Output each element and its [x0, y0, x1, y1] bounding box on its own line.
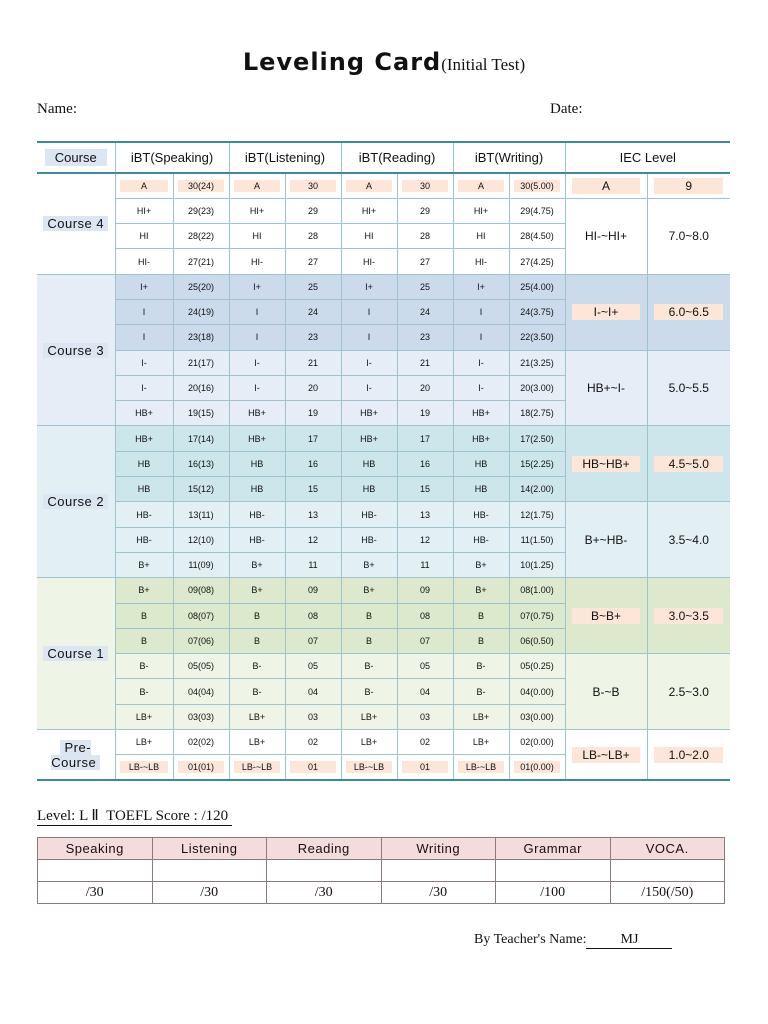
- header-writing: iBT(Writing): [453, 142, 565, 173]
- score-cell: 12: [285, 527, 341, 552]
- score-cell: 03(03): [173, 704, 229, 729]
- iec-score-range: 3.0~3.5: [647, 578, 730, 654]
- score-cell: 15: [285, 477, 341, 502]
- score-cell: HB-: [115, 527, 173, 552]
- score-cell: 27(21): [173, 249, 229, 274]
- score-cell: 05: [285, 654, 341, 679]
- score-cell: 10(1.25): [509, 552, 565, 577]
- level-line: [37, 806, 232, 825]
- score-cell: 13(11): [173, 502, 229, 527]
- score-cell: I: [453, 299, 509, 324]
- score-cell: I-: [341, 350, 397, 375]
- score-cell: 24: [285, 299, 341, 324]
- score-cell: 20: [285, 375, 341, 400]
- score-header: Writing: [381, 838, 496, 860]
- score-cell: 04(0.00): [509, 679, 565, 704]
- score-cell: 08: [285, 603, 341, 628]
- score-header: VOCA.: [610, 838, 725, 860]
- score-cell: 03: [397, 704, 453, 729]
- score-entry-cell[interactable]: [381, 860, 496, 882]
- score-cell: 28: [285, 224, 341, 249]
- score-cell: 17: [397, 426, 453, 451]
- iec-score-range: 4.5~5.0: [647, 426, 730, 502]
- score-cell: 05(0.25): [509, 654, 565, 679]
- score-cell: LB-~LB: [341, 755, 397, 780]
- score-entry-cell[interactable]: [610, 860, 725, 882]
- page-title: [0, 48, 768, 76]
- score-cell: 14(2.00): [509, 477, 565, 502]
- score-cell: HB+: [341, 401, 397, 426]
- score-cell: HB: [341, 477, 397, 502]
- score-cell: 20(3.00): [509, 375, 565, 400]
- score-cell: B+: [115, 552, 173, 577]
- score-cell: HI+: [229, 198, 285, 223]
- score-cell: 24(3.75): [509, 299, 565, 324]
- iec-level-range: HB+~I-: [565, 350, 647, 426]
- score-cell: B-: [115, 654, 173, 679]
- score-cell: HI+: [453, 198, 509, 223]
- score-cell: A: [115, 173, 173, 198]
- iec-score-range: 5.0~5.5: [647, 350, 730, 426]
- score-cell: 29: [285, 198, 341, 223]
- score-cell: 21: [285, 350, 341, 375]
- score-cell: HB+: [453, 426, 509, 451]
- score-cell: 06(0.50): [509, 628, 565, 653]
- title-sub: (Initial Test): [441, 55, 526, 74]
- score-cell: 24: [397, 299, 453, 324]
- score-cell: LB+: [115, 730, 173, 755]
- score-cell: 23(18): [173, 325, 229, 350]
- score-cell: HB-: [115, 502, 173, 527]
- score-cell: HI: [453, 224, 509, 249]
- score-cell: LB+: [229, 704, 285, 729]
- name-label: Name:: [37, 101, 77, 117]
- score-cell: I+: [341, 274, 397, 299]
- score-header: Grammar: [496, 838, 611, 860]
- leveling-table: [37, 141, 730, 781]
- iec-score-range: 6.0~6.5: [647, 274, 730, 350]
- score-cell: B+: [229, 578, 285, 603]
- score-cell: 18(2.75): [509, 401, 565, 426]
- score-cell: 28(4.50): [509, 224, 565, 249]
- score-cell: 01: [397, 755, 453, 780]
- score-table: [37, 837, 725, 904]
- score-cell: 20(16): [173, 375, 229, 400]
- score-cell: 27: [285, 249, 341, 274]
- score-cell: 11(1.50): [509, 527, 565, 552]
- iec-level-range: B+~HB-: [565, 502, 647, 578]
- score-cell: LB-~LB: [229, 755, 285, 780]
- score-cell: B: [453, 603, 509, 628]
- score-cell: HB: [229, 477, 285, 502]
- score-cell: HB+: [115, 426, 173, 451]
- iec-score-range: 1.0~2.0: [647, 730, 730, 781]
- iec-level-range: HI-~HI+: [565, 198, 647, 274]
- score-cell: 25: [397, 274, 453, 299]
- iec-level-range: B-~B: [565, 654, 647, 730]
- score-cell: HB+: [229, 401, 285, 426]
- score-cell: 13: [397, 502, 453, 527]
- level-row: [37, 350, 730, 375]
- score-cell: I: [115, 299, 173, 324]
- score-cell: HI: [229, 224, 285, 249]
- level-row: [37, 654, 730, 679]
- score-cell: 03: [285, 704, 341, 729]
- score-cell: I-: [115, 350, 173, 375]
- score-cell: 09: [285, 578, 341, 603]
- score-header-row: [38, 838, 725, 860]
- score-cell: 05: [397, 654, 453, 679]
- score-cell: 29(23): [173, 198, 229, 223]
- score-total-row: [38, 882, 725, 904]
- score-cell: A: [341, 173, 397, 198]
- score-cell: 01: [285, 755, 341, 780]
- score-cell: 03(0.00): [509, 704, 565, 729]
- score-cell: 30(5.00): [509, 173, 565, 198]
- score-cell: HI-: [341, 249, 397, 274]
- score-cell: HB-: [453, 527, 509, 552]
- score-cell: B: [115, 603, 173, 628]
- score-cell: 12(1.75): [509, 502, 565, 527]
- score-cell: I-: [115, 375, 173, 400]
- score-cell: 25(20): [173, 274, 229, 299]
- date-label: Date:: [550, 101, 583, 117]
- score-cell: 16(13): [173, 451, 229, 476]
- score-cell: 27(4.25): [509, 249, 565, 274]
- score-cell: B: [453, 628, 509, 653]
- score-cell: 07(0.75): [509, 603, 565, 628]
- score-cell: 30: [397, 173, 453, 198]
- score-cell: I+: [115, 274, 173, 299]
- score-cell: 21: [397, 350, 453, 375]
- score-cell: I-: [229, 350, 285, 375]
- score-cell: 28(22): [173, 224, 229, 249]
- score-cell: 30(24): [173, 173, 229, 198]
- score-cell: A: [453, 173, 509, 198]
- score-cell: B-: [341, 679, 397, 704]
- score-cell: 20: [397, 375, 453, 400]
- score-cell: B: [341, 603, 397, 628]
- score-cell: I: [341, 299, 397, 324]
- score-cell: 02(0.00): [509, 730, 565, 755]
- score-cell: B+: [229, 552, 285, 577]
- score-cell: I-: [229, 375, 285, 400]
- course-label: Pre-Course: [37, 730, 115, 781]
- score-cell: 12(10): [173, 527, 229, 552]
- score-cell: HI: [341, 224, 397, 249]
- iec-level-range: LB-~LB+: [565, 730, 647, 781]
- score-cell: B-: [115, 679, 173, 704]
- score-cell: 02(02): [173, 730, 229, 755]
- score-total-cell: /30: [38, 882, 153, 904]
- score-header: Speaking: [38, 838, 153, 860]
- score-cell: 08(07): [173, 603, 229, 628]
- score-cell: 15: [397, 477, 453, 502]
- header-iec-level: IEC Level: [565, 142, 730, 173]
- score-cell: HB: [453, 477, 509, 502]
- header-reading: iBT(Reading): [341, 142, 453, 173]
- iec-score-range: 9: [647, 173, 730, 198]
- level-row: [37, 502, 730, 527]
- score-cell: LB+: [341, 730, 397, 755]
- score-cell: I: [341, 325, 397, 350]
- score-cell: 17: [285, 426, 341, 451]
- score-entry-cell[interactable]: [496, 860, 611, 882]
- header-row: [37, 142, 730, 173]
- score-cell: 16: [397, 451, 453, 476]
- score-cell: 24(19): [173, 299, 229, 324]
- score-cell: I: [229, 325, 285, 350]
- level-row: [37, 198, 730, 223]
- score-cell: 01(01): [173, 755, 229, 780]
- score-cell: HB-: [341, 527, 397, 552]
- score-cell: 02: [397, 730, 453, 755]
- iec-score-range: 2.5~3.0: [647, 654, 730, 730]
- score-cell: B-: [229, 679, 285, 704]
- course-label: Course 3: [37, 274, 115, 426]
- course-label: Course 2: [37, 426, 115, 578]
- score-cell: 09(08): [173, 578, 229, 603]
- score-cell: 28: [397, 224, 453, 249]
- score-cell: B: [229, 603, 285, 628]
- score-cell: HB+: [229, 426, 285, 451]
- score-cell: 25: [285, 274, 341, 299]
- level-row: [37, 426, 730, 451]
- level-row: [37, 578, 730, 603]
- score-cell: I-: [453, 350, 509, 375]
- score-cell: HI-: [229, 249, 285, 274]
- score-cell: 23: [397, 325, 453, 350]
- score-cell: HB: [115, 451, 173, 476]
- score-total-cell: /100: [496, 882, 611, 904]
- score-cell: 01(0.00): [509, 755, 565, 780]
- score-cell: HB: [341, 451, 397, 476]
- score-cell: B: [115, 628, 173, 653]
- score-cell: B+: [115, 578, 173, 603]
- score-cell: LB+: [229, 730, 285, 755]
- iec-score-range: 7.0~8.0: [647, 198, 730, 274]
- level-row: [37, 173, 730, 198]
- score-cell: I-: [341, 375, 397, 400]
- score-entry-row: [38, 860, 725, 882]
- score-cell: A: [229, 173, 285, 198]
- score-cell: 17(14): [173, 426, 229, 451]
- score-cell: HI+: [115, 198, 173, 223]
- header-course: Course: [37, 142, 115, 173]
- score-cell: HB-: [229, 502, 285, 527]
- score-cell: 15(12): [173, 477, 229, 502]
- score-cell: 30: [285, 173, 341, 198]
- teacher-label: By Teacher's Name:: [474, 932, 587, 947]
- score-cell: 19: [397, 401, 453, 426]
- score-cell: HB+: [453, 401, 509, 426]
- score-cell: 08: [397, 603, 453, 628]
- score-header: Listening: [152, 838, 267, 860]
- score-cell: LB+: [115, 704, 173, 729]
- score-cell: 21(17): [173, 350, 229, 375]
- iec-score-range: 3.5~4.0: [647, 502, 730, 578]
- score-cell: 07: [397, 628, 453, 653]
- score-cell: B+: [453, 552, 509, 577]
- score-cell: HB-: [341, 502, 397, 527]
- score-cell: B+: [341, 578, 397, 603]
- score-cell: 04: [397, 679, 453, 704]
- score-cell: HI: [115, 224, 173, 249]
- score-cell: HB-: [453, 502, 509, 527]
- score-cell: 04: [285, 679, 341, 704]
- score-cell: 17(2.50): [509, 426, 565, 451]
- score-cell: 05(05): [173, 654, 229, 679]
- score-cell: LB+: [453, 730, 509, 755]
- score-cell: HI-: [453, 249, 509, 274]
- score-cell: 29(4.75): [509, 198, 565, 223]
- score-cell: 08(1.00): [509, 578, 565, 603]
- level-row: [37, 274, 730, 299]
- score-cell: B-: [453, 679, 509, 704]
- score-cell: 09: [397, 578, 453, 603]
- score-cell: B-: [453, 654, 509, 679]
- score-cell: B-: [229, 654, 285, 679]
- score-cell: 16: [285, 451, 341, 476]
- score-cell: HB: [229, 451, 285, 476]
- score-cell: 23: [285, 325, 341, 350]
- score-cell: B: [341, 628, 397, 653]
- score-cell: I-: [453, 375, 509, 400]
- level-value: L Ⅱ: [79, 808, 99, 824]
- score-header: Reading: [267, 838, 382, 860]
- score-cell: B-: [341, 654, 397, 679]
- score-total-cell: /30: [152, 882, 267, 904]
- score-cell: 19(15): [173, 401, 229, 426]
- score-entry-cell[interactable]: [152, 860, 267, 882]
- score-cell: I: [229, 299, 285, 324]
- score-entry-cell[interactable]: [38, 860, 153, 882]
- score-cell: 11(09): [173, 552, 229, 577]
- score-cell: HI-: [115, 249, 173, 274]
- score-cell: 29: [397, 198, 453, 223]
- score-cell: HI+: [341, 198, 397, 223]
- score-cell: LB+: [453, 704, 509, 729]
- score-cell: 21(3.25): [509, 350, 565, 375]
- score-cell: I: [453, 325, 509, 350]
- score-cell: B+: [453, 578, 509, 603]
- score-cell: I: [115, 325, 173, 350]
- iec-level-range: HB~HB+: [565, 426, 647, 502]
- score-total-cell: /30: [381, 882, 496, 904]
- score-cell: HB+: [115, 401, 173, 426]
- score-cell: HB: [115, 477, 173, 502]
- score-cell: LB-~LB: [453, 755, 509, 780]
- iec-level-range: B~B+: [565, 578, 647, 654]
- score-cell: 25(4.00): [509, 274, 565, 299]
- iec-level-range: A: [565, 173, 647, 198]
- score-cell: HB-: [229, 527, 285, 552]
- iec-level-range: I-~I+: [565, 274, 647, 350]
- score-cell: B+: [341, 552, 397, 577]
- score-cell: HB: [453, 451, 509, 476]
- score-cell: 15(2.25): [509, 451, 565, 476]
- score-cell: I+: [229, 274, 285, 299]
- score-cell: 13: [285, 502, 341, 527]
- score-cell: 11: [285, 552, 341, 577]
- teacher-signature: [474, 932, 672, 949]
- score-cell: 22(3.50): [509, 325, 565, 350]
- score-cell: B: [229, 628, 285, 653]
- score-cell: 07(06): [173, 628, 229, 653]
- title-main: Leveling Card: [242, 48, 442, 76]
- teacher-name: MJ: [586, 932, 672, 949]
- score-total-cell: /30: [267, 882, 382, 904]
- score-cell: HB+: [341, 426, 397, 451]
- toefl-score: TOEFL Score : /120: [106, 808, 229, 824]
- header-listening: iBT(Listening): [229, 142, 341, 173]
- level-label: Level:: [37, 808, 76, 824]
- score-cell: LB+: [341, 704, 397, 729]
- score-total-cell: /150(/50): [610, 882, 725, 904]
- score-cell: 04(04): [173, 679, 229, 704]
- score-cell: I+: [453, 274, 509, 299]
- score-cell: 27: [397, 249, 453, 274]
- score-cell: LB-~LB: [115, 755, 173, 780]
- score-entry-cell[interactable]: [267, 860, 382, 882]
- course-label: Course 1: [37, 578, 115, 730]
- header-speaking: iBT(Speaking): [115, 142, 229, 173]
- score-cell: 07: [285, 628, 341, 653]
- score-cell: 12: [397, 527, 453, 552]
- level-row: [37, 730, 730, 755]
- course-label: Course 4: [37, 173, 115, 274]
- score-cell: 11: [397, 552, 453, 577]
- score-cell: 02: [285, 730, 341, 755]
- score-cell: 19: [285, 401, 341, 426]
